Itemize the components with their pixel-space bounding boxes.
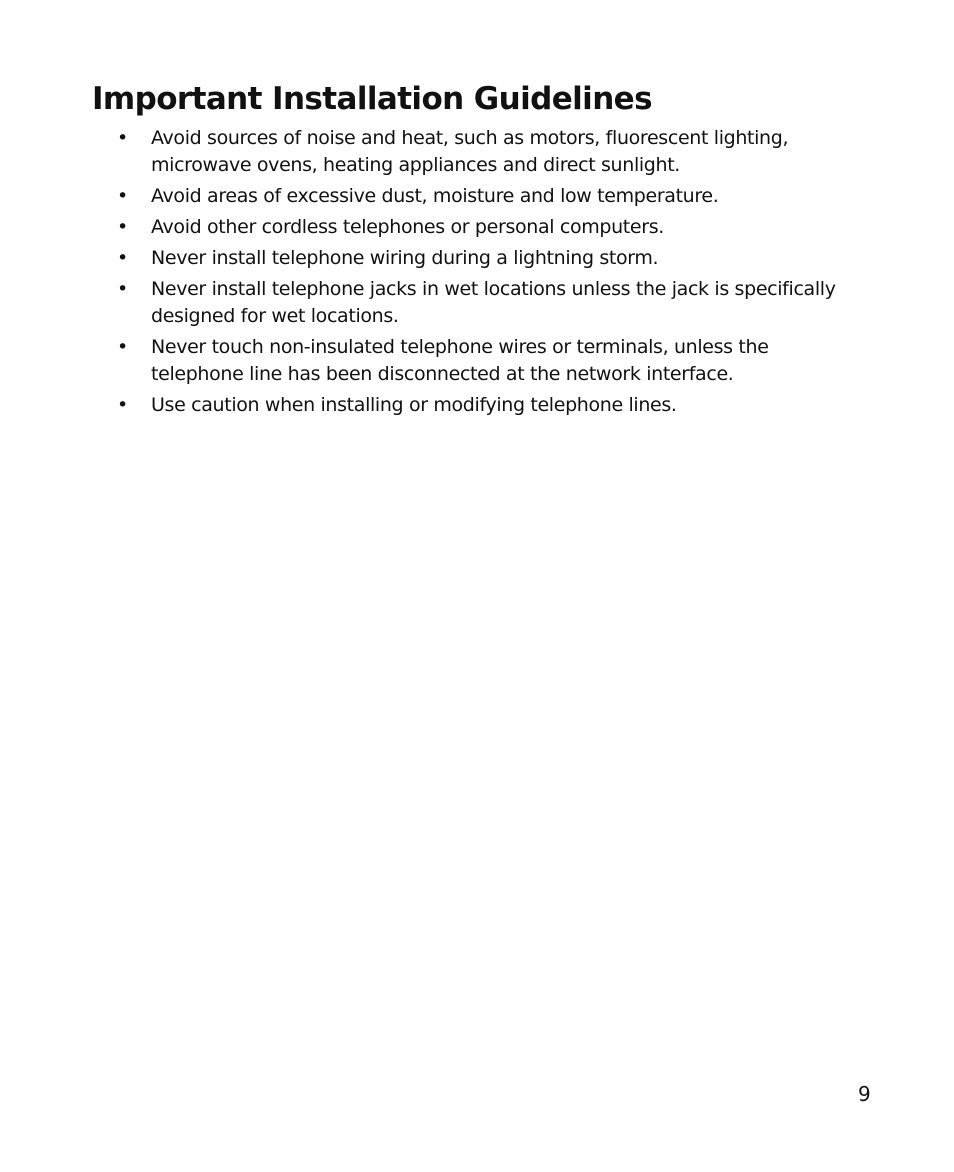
bullet-icon: • [117,127,128,149]
bullet-icon: • [117,185,128,207]
page-number: 9 [858,1082,871,1106]
guideline-text: Avoid sources of noise and heat, such as motors, fluorescent lighting, microwave ovens, heating appliances and direct sunlight. [151,127,789,176]
guideline-text: Use caution when installing or modifying telephone lines. [151,394,677,416]
bullet-icon: • [117,216,128,238]
bullet-icon: • [117,278,128,300]
guideline-text: Never install telephone jacks in wet locations unless the jack is specifically designed for wet locations. [151,278,836,327]
guideline-item [0,334,851,388]
guideline-text: Never touch non-insulated telephone wires or terminals, unless the telephone line has been disconnected at the network interface. [151,336,769,385]
guideline-item [0,276,851,330]
bullet-icon: • [117,336,128,358]
guideline-item [0,214,851,241]
guideline-item [0,125,851,179]
bullet-icon: • [117,247,128,269]
guideline-text: Avoid other cordless telephones or personal computers. [151,216,664,238]
guideline-text: Never install telephone wiring during a lightning storm. [151,247,659,269]
guideline-item [0,245,851,272]
guideline-text: Avoid areas of excessive dust, moisture and low temperature. [151,185,719,207]
guideline-item [0,183,851,210]
bullet-icon: • [117,394,128,416]
page-title: Important Installation Guidelines [92,81,652,117]
guideline-item [0,392,851,419]
guidelines-list [0,125,954,423]
